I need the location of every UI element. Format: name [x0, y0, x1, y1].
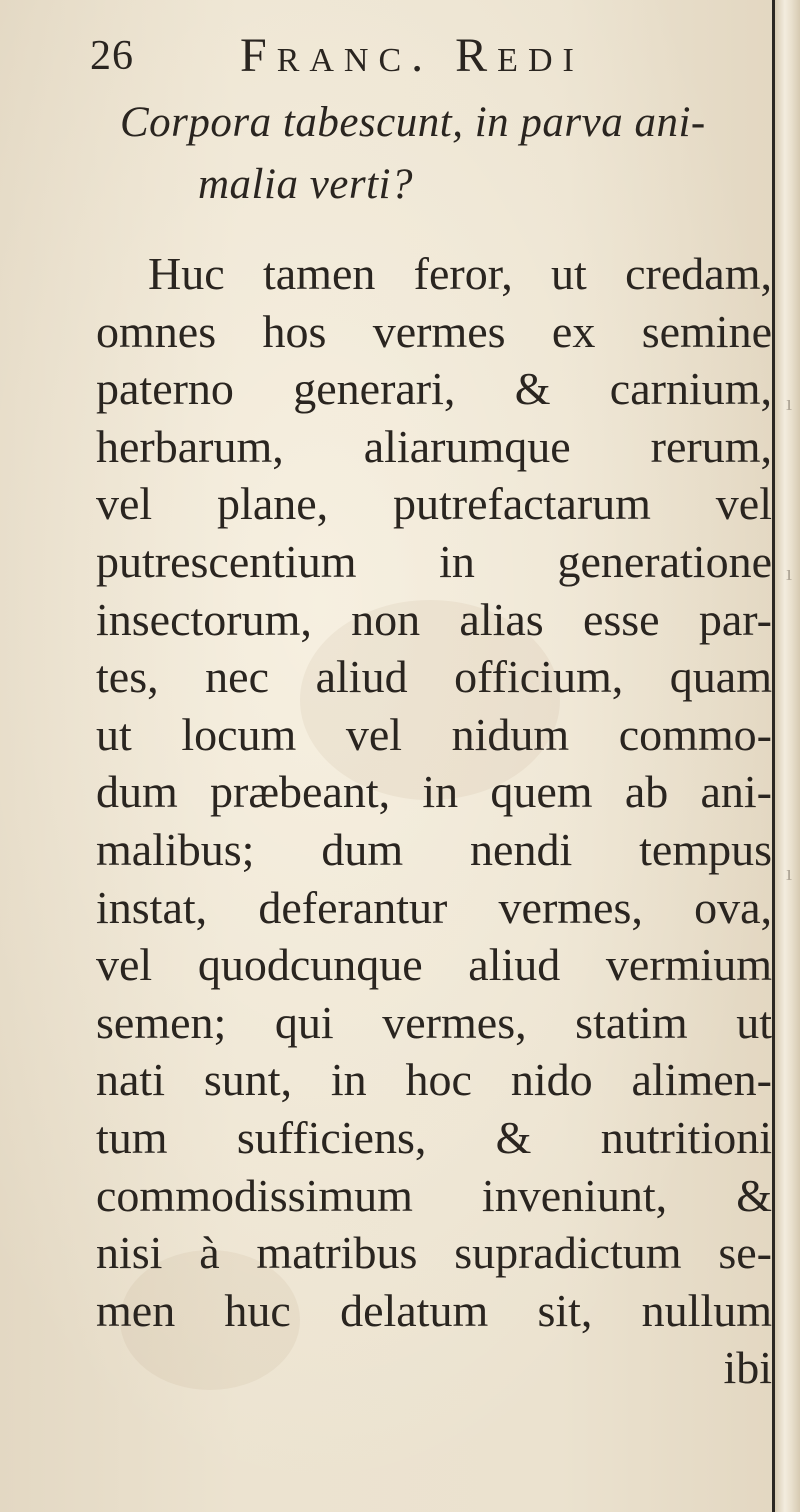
body-paragraph [96, 245, 772, 1397]
text-line: omnes hos vermes ex semine [96, 305, 772, 357]
text-line: dum præbeant, in quem ab ani- [96, 766, 772, 818]
italic-line: malia verti? [198, 161, 413, 208]
text-line: tum sufficiens, & nutritioni [96, 1111, 772, 1163]
text-line: Huc tamen feror, ut credam, [148, 248, 772, 299]
text-line: herbarum, aliarumque rerum, [96, 420, 772, 472]
text-line: malibus; dum nendi tempus [96, 823, 772, 875]
italic-line: Corpora tabescunt, in parva ani- [120, 99, 706, 146]
page-header [90, 28, 750, 98]
bleed-through-mark: ı [786, 390, 793, 415]
text-line: commodissimum inveniunt, & [96, 1169, 772, 1221]
text-line: nisi à matribus supradictum se- [96, 1227, 772, 1279]
text-line: vel quodcunque aliud vermium [96, 939, 772, 991]
binding-edge [772, 0, 800, 1512]
bleed-through-mark: ı [786, 560, 793, 585]
text-line: instat, deferantur vermes, ova, [96, 881, 772, 933]
page-number: 26 [90, 33, 134, 79]
text-line: paterno generari, & carnium, [96, 363, 772, 415]
text-line: semen; qui vermes, statim ut [96, 996, 772, 1048]
italic-question [120, 92, 770, 216]
text-line: insectorum, non alias esse par- [96, 593, 772, 645]
bleed-through-mark: ı [786, 860, 793, 885]
text-line: putrescentium in generatione [96, 535, 772, 587]
running-head: Franc. Redi [240, 29, 584, 82]
catchword: ibi [723, 1342, 772, 1394]
text-line: men huc delatum sit, nullum [96, 1284, 772, 1336]
text-line: vel plane, putrefactarum vel [96, 478, 772, 530]
text-line: nati sunt, in hoc nido alimen- [96, 1054, 772, 1106]
text-line: tes, nec aliud officium, quam [96, 651, 772, 703]
text-line: ut locum vel nidum commo- [96, 708, 772, 760]
